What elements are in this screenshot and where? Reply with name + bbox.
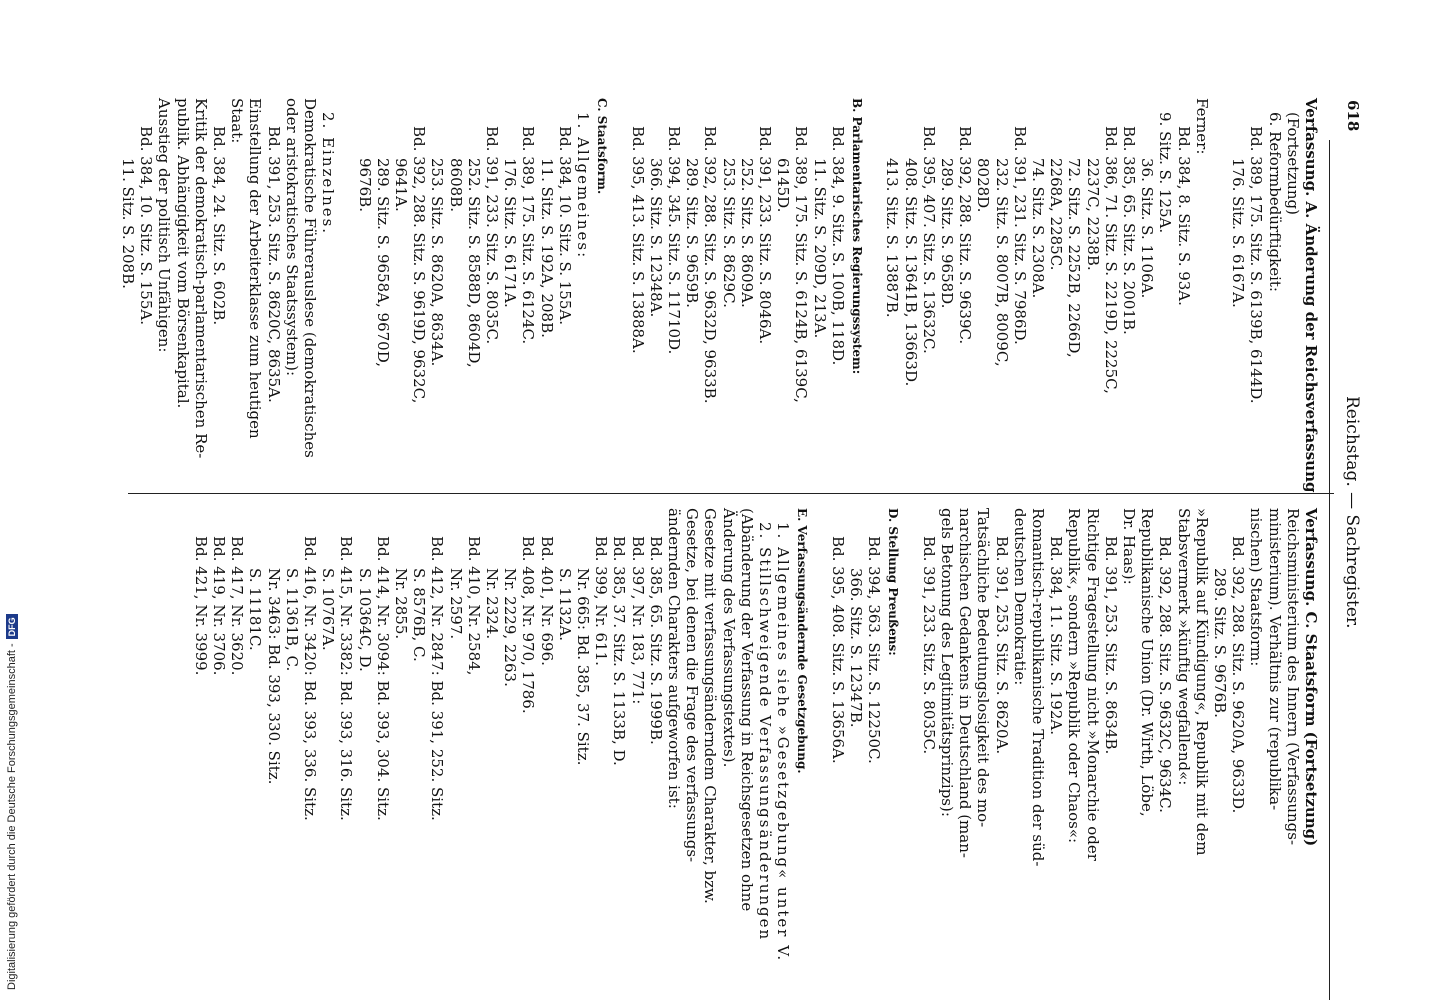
index-line: 8028D. <box>974 158 993 213</box>
index-line: Bd. 401, Nr. 696. <box>537 536 556 666</box>
index-line: Nr. 2855. <box>392 568 410 640</box>
index-line: Bd. 394, 363. Sitz. S. 12250C. <box>865 536 884 764</box>
index-line: Bd. 394, 345. Sitz. S. 11710D. <box>665 126 683 355</box>
index-line: Richtige Fragestellung nicht »Monarchie oder <box>1083 508 1102 861</box>
index-line: Nr. 665: Bd. 385, 37. Sitz. <box>574 568 592 766</box>
footer-text: Digitalisierung gefördert durch die Deutsche Forschungsgemeinschaft - <box>6 643 18 990</box>
index-line: Bd. 397, Nr. 183, 771: <box>628 536 647 705</box>
index-line: 74. Sitz. S. 2308A. <box>1029 158 1047 299</box>
index-line: Bd. 395, 413. Sitz. S. 13888A. <box>628 126 647 354</box>
index-line: Staat: <box>228 98 247 144</box>
index-line: Verfassung. C. Staatsform (Fortsetzung) <box>1302 508 1320 847</box>
index-line: nischen) Staatsform: <box>1247 508 1266 667</box>
index-line: Nr. 2324. <box>483 568 501 640</box>
index-line: Bd. 414, Nr. 3094: Bd. 393, 304. Sitz. <box>373 536 392 821</box>
index-line: oder aristokratisches Staatssystem): <box>282 98 301 377</box>
index-line: Bd. 399, Nr. 611. <box>592 536 611 666</box>
index-line: Bd. 385, 65. Sitz. S. 1999B. <box>646 536 665 745</box>
index-line: 413. Sitz. S. 13887B. <box>883 158 902 318</box>
index-line: D. Stellung Preußens: <box>886 508 901 656</box>
index-line: 253. Sitz. S. 8629C. <box>719 158 738 308</box>
index-line: 366. Sitz. S. 12347B. <box>847 568 865 728</box>
index-line: Bd. 419, Nr. 3706. <box>210 536 228 676</box>
index-line: Nr. 2597. <box>446 568 465 640</box>
index-line: Bd. 417, Nr. 3620. <box>228 536 247 676</box>
index-line: Reichsministerium des Innern (Verfassungs- <box>1283 508 1302 846</box>
header-rule <box>1329 140 1330 1000</box>
index-line: 11. Sitz. S. 209D, 213A. <box>810 158 829 339</box>
index-line: 252. Sitz. S. 8588D, 8604D, <box>464 158 483 368</box>
index-line: 289. Sitz. S. 9659B. <box>683 158 702 308</box>
index-line: Bd. 391, 233. Sitz. S. 8035C. <box>483 126 501 345</box>
index-line: Bd. 385, 65. Sitz. S. 2001B. <box>1120 126 1138 335</box>
index-line: 36. Sitz. S. 1106A. <box>1138 158 1157 299</box>
index-line: 176. Sitz. S. 6171A. <box>501 158 520 308</box>
index-line: 2268A, 2285C. <box>1047 158 1066 271</box>
index-line: Bd. 391, 233. Sitz. S. 8035C. <box>919 536 938 755</box>
index-line: Romantisch-republikanische Tradition der süd- <box>1029 508 1047 867</box>
index-line: Bd. 384, 8. Sitz. S. 93A. <box>1174 126 1193 306</box>
index-line: Bd. 415, Nr. 3382: Bd. 393, 316. Sitz. <box>337 536 356 821</box>
page-number: 618 <box>1344 100 1362 132</box>
index-line: Kritik der demokratisch-parlamentarischen Re- <box>191 98 210 459</box>
index-line: Einstellung der Arbeiterklasse zum heutigen <box>246 98 265 439</box>
index-line: Bd. 391, 231. Sitz. S. 7986D. <box>1010 126 1029 345</box>
index-line: Bd. 391, 253. Sitz. S. 8620C, 8635A. <box>264 126 283 403</box>
index-line: 9641A. <box>392 158 410 212</box>
index-line: Bd. 391, 253. Sitz. S. 8620A. <box>992 536 1011 755</box>
index-line: Republikanische Union (Dr. Wirth, Löbe, <box>1138 508 1157 817</box>
index-line: Nr. 3463: Bd. 393, 330. Sitz. <box>264 568 283 785</box>
index-line: 11. Sitz. S. 192A, 208B. <box>537 158 556 338</box>
index-line: Tatsächliche Bedeutungslosigkeit des mo- <box>974 508 993 828</box>
index-line: Bd. 389, 175. Sitz. S. 6139B, 6144D. <box>1247 126 1266 404</box>
index-line: Verfassung. A. Änderung der Reichsverfassung <box>1302 98 1320 493</box>
index-line: 6. Reformbedürftigkeit: <box>1265 112 1284 292</box>
index-line: 2. Einzelnes. <box>319 112 338 236</box>
running-title: Reichstag. — Sachregister. <box>1342 396 1362 629</box>
index-line: Bd. 384, 11. Sitz. S. 192A. <box>1047 536 1066 735</box>
index-line: 232. Sitz. S. 8007B, 8009C, <box>992 158 1011 367</box>
index-line: 2237C, 2238B. <box>1083 158 1102 271</box>
index-line: S. 11361B, C. <box>282 568 301 672</box>
index-line: Demokratische Führerauslese (demokratisches <box>301 98 319 458</box>
index-line: Bd. 392, 288. Sitz. S. 9632C, 9634C. <box>1156 536 1175 813</box>
index-line: Bd. 392, 288. Sitz. S. 9620A, 9633D. <box>1229 536 1248 814</box>
index-line: Bd. 412, Nr. 2847: Bd. 391, 252. Sitz. <box>428 536 447 821</box>
index-line: Bd. 410, Nr. 2584, <box>464 536 483 676</box>
footer-credit <box>0 0 24 1000</box>
index-line: E. Verfassungsändernde Gesetzgebung. <box>795 508 810 774</box>
index-line: Ausstieg der politisch Unfähigen: <box>155 98 174 353</box>
index-line: 8608B. <box>446 158 465 212</box>
index-line: Bd. 389, 175. Sitz. S. 6124C. <box>519 126 538 345</box>
index-line: S. 8576B, C. <box>410 568 429 662</box>
index-line: 11. Sitz. S. 208B. <box>119 158 137 289</box>
index-line: deutschen Demokratie: <box>1010 508 1029 686</box>
index-line: Bd. 385, 37. Sitz. S. 1133B, D. <box>610 536 629 766</box>
index-line: S. 10767A. <box>319 568 338 651</box>
index-line: Stabsvermerk »künftig wegfallend«: <box>1174 508 1193 786</box>
index-line: narchischen Gedankens in Deutschland (man- <box>956 508 975 858</box>
index-line: 1. Allgemeines: <box>574 112 592 260</box>
index-line: Bd. 392, 288. Sitz. S. 9639C. <box>956 126 975 345</box>
index-line: (Abänderung der Verfassung in Reichsgesetzen ohne <box>737 508 756 912</box>
index-line: 9. Sitz. S. 125A. <box>1156 112 1175 234</box>
index-line: 176. Sitz. S. 6167A. <box>1229 158 1248 308</box>
index-line: 289. Sitz. S. 9658D. <box>938 158 956 309</box>
index-line: »Republik auf Kündigung«, Republik mit dem <box>1192 508 1211 856</box>
index-line: publik. Abhängigkeit vom Börsenkapital. <box>173 98 192 409</box>
index-line: S. 11181C. <box>246 568 265 651</box>
index-line: Bd. 386, 71. Sitz. S. 2219D, 2225C, <box>1101 126 1120 394</box>
index-line: Bd. 392, 288. Sitz. S. 9632D, 9633B. <box>701 126 720 404</box>
index-line: 72. Sitz. S. 2252B, 2266D, <box>1065 158 1084 358</box>
index-line: 1. Allgemeines siehe »Gesetzgebung« unter V. <box>774 522 793 963</box>
index-line: Bd. 391, 233. Sitz. S. 8046A. <box>756 126 774 345</box>
index-line: gels Betonung des Legitimitätsprinzips): <box>938 508 956 817</box>
index-line: Bd. 384, 10. Sitz. S. 155A. <box>137 126 156 325</box>
index-line: S. 1132A. <box>555 568 574 642</box>
column-divider <box>128 493 1334 494</box>
dfg-logo: DFG <box>6 614 18 639</box>
index-line: 2. Stillschweigende Verfassungsänderungen <box>756 522 774 942</box>
index-line: Bd. 395, 408. Sitz. S. 13656A. <box>828 536 847 764</box>
index-line: Dr. Haas): <box>1120 508 1138 585</box>
index-line: 408. Sitz. S. 13641B, 13663D. <box>901 158 920 387</box>
index-line: 253. Sitz. S. 8620A, 8634A. <box>428 158 447 367</box>
index-line: Bd. 384, 9. Sitz. S. 100B, 118D. <box>828 126 847 366</box>
index-line: Bd. 395, 407. Sitz. S. 13632C. <box>919 126 938 354</box>
index-line: 252. Sitz. S. 8609A. <box>737 158 756 308</box>
index-line: Bd. 384, 24. Sitz. S. 602B. <box>210 126 228 326</box>
index-line: B. Parlamentarisches Regierungssystem: <box>850 98 864 375</box>
index-line: 289. Sitz. S. 9658A, 9670D, <box>373 158 392 367</box>
index-line: Gesetze, bei denen die Frage des verfassungs- <box>683 508 702 863</box>
index-line: S. 10364C, D. <box>355 568 374 672</box>
index-line: 289. Sitz. S. 9676B. <box>1211 568 1229 718</box>
index-line: Bd. 391, 253. Sitz. S. 8634B. <box>1101 536 1120 755</box>
index-line: Ferner: <box>1192 98 1211 155</box>
index-line: 9676B. <box>355 158 374 212</box>
index-line: Bd. 389, 175. Sitz. S. 6124B, 6139C, <box>792 126 811 403</box>
index-line: Gesetze mit verfassungsänderndem Charakter, bzw. <box>701 508 720 904</box>
index-line: Bd. 384, 10. Sitz. S. 155A. <box>555 126 574 325</box>
index-line: Nr. 2229, 2263. <box>501 568 520 687</box>
index-line: 6145D. <box>774 158 793 213</box>
index-line: Bd. 392, 288. Sitz. S. 9619D, 9632C, <box>410 126 429 404</box>
index-line: (Fortsetzung) <box>1283 112 1302 215</box>
index-line: C. Staatsform. <box>595 98 610 195</box>
index-line: Änderung des Verfassungstextes). <box>719 508 738 768</box>
index-line: ändernden Charakters aufgeworfen ist: <box>665 508 683 809</box>
index-line: Bd. 416, Nr. 3420: Bd. 393, 336. Sitz. <box>301 536 319 821</box>
index-line: Bd. 408, Nr. 970, 1786. <box>519 536 538 714</box>
index-line: ministerium). Verhältnis zur (republika- <box>1265 508 1284 811</box>
index-line: Bd. 421, Nr. 3999. <box>191 536 210 676</box>
index-line: Republik«, sondern »Republik oder Chaos«: <box>1065 508 1084 844</box>
index-line: 366. Sitz. S. 12348A. <box>646 158 665 318</box>
